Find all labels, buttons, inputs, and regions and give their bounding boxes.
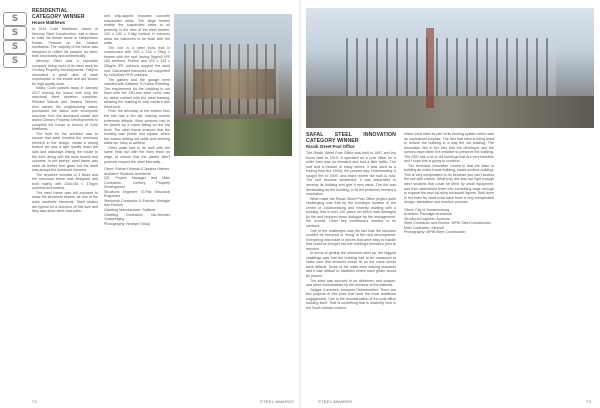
body-paragraph: What made the Rissik Street Post Office project quite challenging was that by the building's location in the centre of Johannesburg and recently working with a building that is over 120 years old which was damaged by fire and required close dialogue by the management, the council. Other key contributors needed to be involved.: [306, 196, 396, 228]
left-footer-title: [260, 399, 294, 404]
credit-line: Main Contractor: Intuovel: [404, 225, 445, 230]
project-credits: [404, 208, 494, 235]
body-paragraph: The steel was sourced to be delivered, and shapes, and other consumables by the sections of the material.: [306, 278, 396, 288]
body-paragraph: The technical innovation comes in that the team in building an entire frame building, inside another building. This is very complicated to do because you can't access the site with cranes. What they did was use light enough steel sections that could be lifted by small equipment, and then assembled them into something large enough to support the new full story brickwork figures. Well done to the team for what must have been a very complicated design, fabrication and erection process.: [404, 163, 494, 205]
right-column-1: [306, 132, 396, 310]
left-footer: [32, 399, 37, 404]
logo-letter: S: [3, 54, 27, 68]
credit-line: Photography: Newlym Group: [104, 221, 151, 226]
body-paragraph: The brief for the architect was to ensure that steel remains the dominant element in the design, create a strong feature yet also a light quality down the slab and walkways linking the house to the river, along with the main beams and columns. In the interior, steel frame was used as timber and glass but the steel was always the dominant element.: [32, 131, 98, 173]
right-footer: [586, 399, 591, 404]
section-heading: SAFAL STEEL INNOVATION CATEGORY WINNER: [306, 132, 396, 144]
body-paragraph: Mercury Steel was a reputable company doing most of its steel work for Century Property Developments. They've renovated a great deal of steel construction in the estate and are known for high quality work.: [32, 59, 98, 86]
right-column-2: [404, 132, 494, 235]
body-paragraph: The steel frame was left exposed to show the structural beams, as one of the main aesthetic elements. Steel beams are typical for a structure of this size and they also allow steel clad walls.: [32, 190, 98, 214]
credit-line: Structural Engineer: Aurecon: [404, 216, 450, 221]
credit-line: Client: Richard Wands & Jessica Holmes: [104, 167, 170, 172]
body-paragraph: In 2014 Colin Matthews, owner of Mercury Steel Construction, had a vision to build his dream home in Heldenheim Estate, Pretoria on the Jukskei riverbanks. The majority of the home was designed to reflect his passion for steel, both structurally and aesthetically.: [32, 27, 98, 59]
body-paragraph: The Rissik Street Post Office was built in 1897 and the floors date to 1910. It operated as a post office for a while then was an elevated and had a little traffic. The roof and a mixture of many others. It was used as a trading from the 1920s, the present day. Unfortunately, it caught fire in 2009, and that's where the wall is now. The roof became weakened. It was imperative to develop its building and give it new value. The fire was devastating as the building, to fix the problems needed a restoration.: [306, 151, 396, 197]
publication-title: STEEL AWARDS: [260, 399, 295, 404]
post-office-photo: [306, 8, 594, 128]
left-column-2: [104, 14, 170, 226]
body-paragraph: The gables and the garage were cladded with Saflame 70 Kalha Sheeting. The requirement for the cladding to not flush with the 250-mm steel cover was for direct contact with the steel framing, allowing the building to look modern and hand-built.: [104, 77, 170, 109]
house-photo: [174, 14, 292, 156]
body-paragraph: Other walls had to be built with the same brick but with the lines finish on edge, to ensure that the plaster didn't protrude beyond the steel internally.: [104, 145, 170, 164]
credit-line: Steelwork Contractor & Erector: Wrought Iron Factory: [104, 198, 170, 208]
project-title: House Matthews: [32, 20, 66, 25]
logo-letter: S: [3, 12, 27, 26]
publication-title: STEEL AWARDS: [318, 399, 353, 404]
body-paragraph: which used steel as part of its flooring system which was an unpleasant surprise. The fact that steel is being used to restore the building in a way the old building. The innovation lies in the fact that the developer and the owners have taken the initiative to preserve the building. The SSO has a lot of old buildings that are very beautiful and I hope this is going to continue.: [404, 132, 494, 164]
left-column-1: [32, 8, 98, 214]
body-paragraph: The roof is a steel truss that is constructed with 203 x 133 x 25kg I-beams with the roof having 5kg/m3 IPE 160 sections. Purlins and 203 x 133 x 25kg/m IPE columns support the steel roof. Galvanised balconies are supported by 100x50x5 RHS columns.: [104, 45, 170, 78]
credit-line: Cladding Manufacturer: Saflame: [104, 207, 156, 212]
body-paragraph: and ship-lapped exposed concrete suspended slabs. The large beams enable the suspended slabs to sit perfectly in the web of the steel beams. 102 x 102 x 3.5kg vertical H columns allow the balconies to be flush with the walls.: [104, 14, 170, 46]
credit-line: Architect: Paradigm Architects: [404, 212, 452, 217]
body-paragraph: In terms of getting the structural steel up, the biggest challenge was that the building had to be measured to make sure that structure would fit, so the crane sheds were difficult. Some of the walls were leaning outwards and it was difficult to establish where each girder would be placed.: [306, 251, 396, 278]
project-title: Rissik Street Post Office: [306, 144, 355, 149]
page-gutter: [299, 0, 301, 408]
credit-line: Steel Contractor and Erector: MPW Steel Construction: [404, 221, 491, 226]
body-paragraph: Sadly, Colin passed away in January 2017 leaving the house with only the structural steel skeleton complete. Richard Wands and Jessica Holmes, who owned the neighbouring stand, purchased the stand with incomplete structure from the deceased estate and asked Century Property Developments to complete the house in honour of Colin Matthews.: [32, 86, 98, 132]
logo-letter: S: [3, 40, 27, 54]
credit-line: QS, Project Manager and Main Contractor: Century Property Development: [104, 176, 170, 190]
body-paragraph: Judges Comment, Amanuel Gebremedhel. There are few projects of this prize that have the most ambitious engagement. One is the reconstruction of the post office building itself. That is something that is relatively new in the South African context.: [306, 287, 396, 310]
project-credits: [104, 167, 170, 226]
body-paragraph: One of the challenges was the fact that the structure couldn't be removed or 'living' in the new development. Everything was made in pieces that were easy to handle that could be brought into the building's elevation prior to erection.: [306, 228, 396, 251]
logo-letter: S: [3, 26, 27, 40]
credit-line: Photography: MPW Steel Construction: [404, 230, 466, 235]
credit-line: Cladding Contractor: Nic-Wonder Outspringing: [104, 212, 170, 222]
section-heading: RESIDENTIAL CATEGORY WINNER: [32, 8, 85, 20]
credit-line: Architect: Studious Architects: [104, 171, 151, 176]
saisc-logo: [2, 12, 28, 68]
right-footer-title: [318, 399, 352, 404]
credit-line: Structural Engineer: O-Pak Structural Engineers: [104, 189, 170, 199]
body-paragraph: From the driveway to the bottom floor the site has a 9m fall, making access extremely difficult. Steel sections had to be placed by a crane sitting on the top level. The steel frame ensured that the building was plumb and square, which the mason setting out walls and erecting slabs etc. easy to achieve.: [104, 109, 170, 146]
page-number: 73: [586, 399, 592, 404]
page-number: 72: [32, 399, 38, 404]
body-paragraph: The structure consists of 3 floors and the structural frame was designed and built mainly with 254x146 x 37kg/m columns and beams.: [32, 172, 98, 191]
credit-line: Client: City of Johannesburg: [404, 207, 450, 212]
